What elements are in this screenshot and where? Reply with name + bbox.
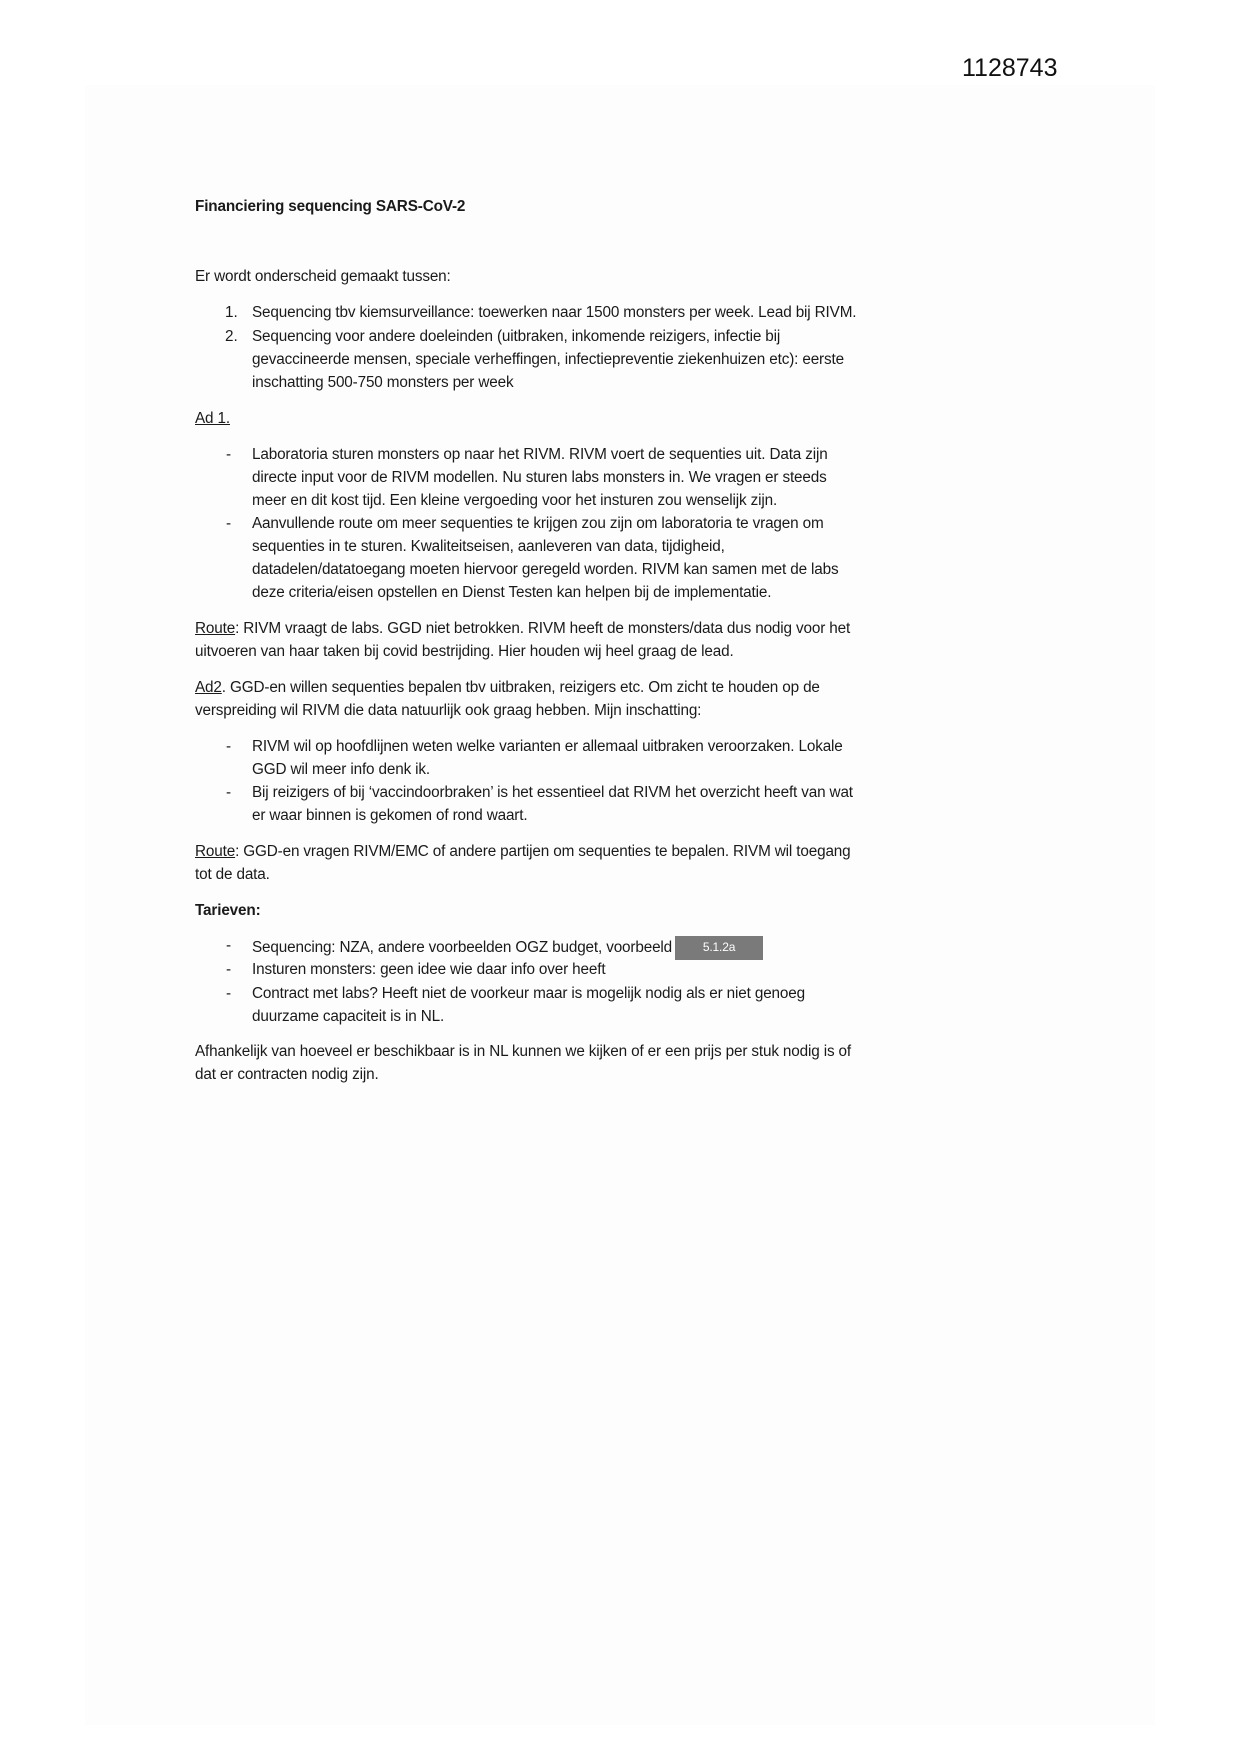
list-item-line: inschatting 500-750 monsters per week [252,374,514,391]
bullet-line: GGD wil meer info denk ik. [252,761,431,778]
list-number: 1. [225,304,238,321]
route-line: uitvoeren van haar taken bij covid bestrijding. Hier houden wij heel graag de lead. [195,643,734,660]
bullet-line: Aanvullende route om meer sequenties te krijgen zou zijn om laboratoria te vragen om [252,515,824,532]
bullet-line: directe input voor de RIVM modellen. Nu sturen labs monsters in. We vragen er steeds [252,469,827,486]
bullet-line: sequenties in te sturen. Kwaliteitseisen, aanleveren van data, tijdigheid, [252,538,725,555]
bullet-line: duurzame capaciteit is in NL. [252,1008,445,1025]
bullet-text: Sequencing: NZA, andere voorbeelden OGZ budget, voorbeeld [252,939,673,957]
ad2-line: verspreiding wil RIVM die data natuurlijk ook graag hebben. Mijn inschatting: [195,702,702,719]
route-label: Route [195,843,236,860]
bullet-line: meer en dit kost tijd. Een kleine vergoeding voor het insturen zou wenselijk zijn. [252,492,778,509]
bullet-dash: - [226,515,232,532]
bullet-line: Contract met labs? Heeft niet de voorkeur maar is mogelijk nodig als er niet genoeg [252,985,805,1002]
ad2-text: . GGD-en willen sequenties bepalen tbv uitbraken, reizigers etc. Om zicht te houden op de [221,679,820,696]
ad2-heading: Ad2 [195,679,222,696]
bullet-dash: - [226,937,232,954]
document-number: 1128743 [962,54,1058,82]
route-label: Route [195,620,236,637]
bullet-dash: - [226,738,232,755]
route-text: : GGD-en vragen RIVM/EMC of andere partijen om sequenties te bepalen. RIVM wil toegang [235,843,851,860]
bullet-dash: - [226,961,232,978]
list-item-line: Sequencing voor andere doeleinden (uitbraken, inkomende reizigers, infectie bij [252,328,781,345]
redaction-box: 5.1.2a [675,936,763,960]
list-item-line: gevaccineerde mensen, speciale verheffingen, infectiepreventie ziekenhuizen etc): eerste [252,351,844,368]
ad1-heading: Ad 1. [195,410,230,427]
bullet-line: Insturen monsters: geen idee wie daar info over heeft [252,961,606,978]
route-text: : RIVM vraagt de labs. GGD niet betrokken. RIVM heeft de monsters/data dus nodig voor het [235,620,851,637]
bullet-line [252,936,763,960]
ad2-paragraph [195,678,820,698]
bullet-line: er waar binnen is gekomen of rond waart. [252,807,528,824]
closing-line: Afhankelijk van hoeveel er beschikbaar is in NL kunnen we kijken of er een prijs per stuk nodig is of [195,1043,852,1060]
bullet-line: deze criteria/eisen opstellen en Dienst Testen kan helpen bij de implementatie. [252,584,772,601]
closing-line: dat er contracten nodig zijn. [195,1066,379,1083]
bullet-line: RIVM wil op hoofdlijnen weten welke varianten er allemaal uitbraken veroorzaken. Lokale [252,738,843,755]
list-number: 2. [225,328,238,345]
bullet-line: datadelen/datatoegang moeten hiervoor geregeld worden. RIVM kan samen met de labs [252,561,839,578]
list-item-line: Sequencing tbv kiemsurveillance: toewerken naar 1500 monsters per week. Lead bij RIVM. [252,304,857,321]
bullet-dash: - [226,985,232,1002]
route-line: tot de data. [195,866,270,883]
route-paragraph [195,619,850,639]
bullet-dash: - [226,784,232,801]
intro-text: Er wordt onderscheid gemaakt tussen: [195,268,451,285]
bullet-line: Bij reizigers of bij ‘vaccindoorbraken’ is het essentieel dat RIVM het overzicht heeft van wat [252,784,853,801]
document-title: Financiering sequencing SARS-CoV-2 [195,198,466,215]
tarieven-heading: Tarieven: [195,902,261,919]
bullet-dash: - [226,446,232,463]
bullet-line: Laboratoria sturen monsters op naar het RIVM. RIVM voert de sequenties uit. Data zijn [252,446,828,463]
route-paragraph [195,842,851,862]
